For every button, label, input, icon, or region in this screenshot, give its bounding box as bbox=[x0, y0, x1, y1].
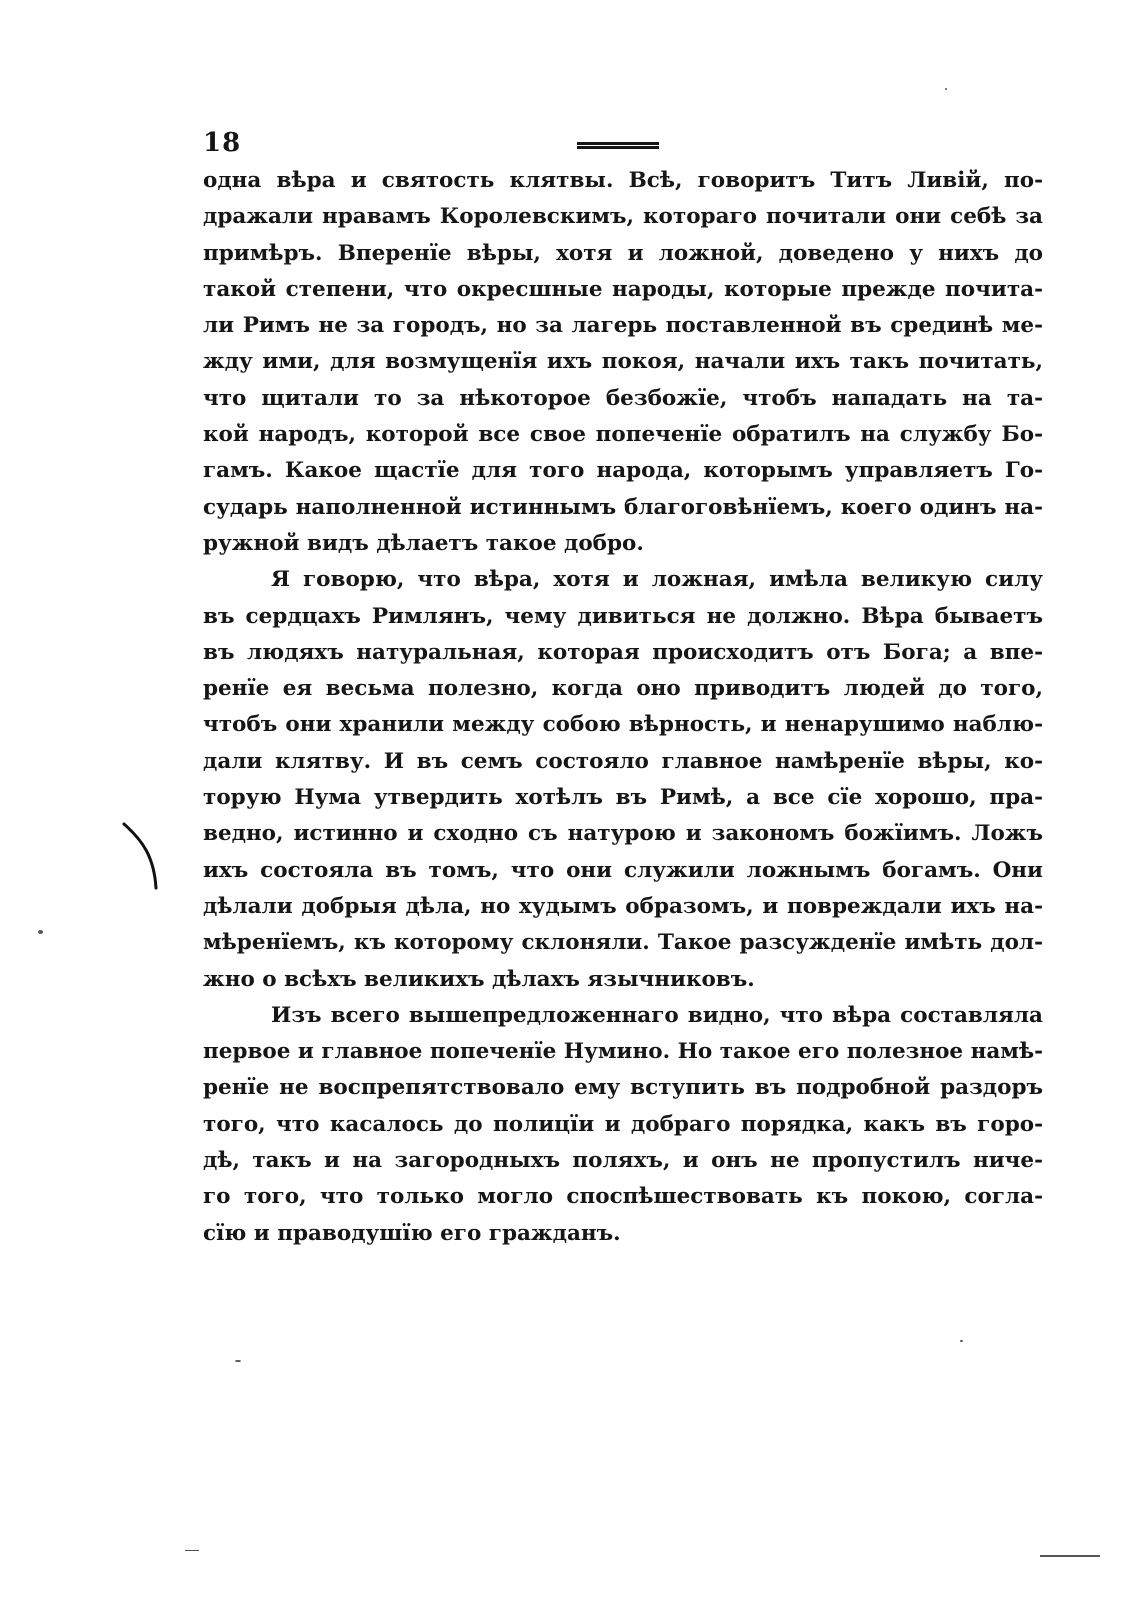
text-line: гамъ. Какое щастїе для того народа, которымъ управляетъ Го- bbox=[203, 458, 1043, 484]
text-line: въ людяхъ натуральная, которая происходитъ отъ Бога; а впе- bbox=[203, 639, 1043, 665]
text-line: жду ими, для возмущенїя ихъ покоя, начали ихъ такъ почитать, bbox=[203, 349, 1043, 375]
text-line: одна вѣра и святость клятвы. Всѣ, говоритъ Титъ Ливій, по- bbox=[203, 168, 1043, 193]
text-line: такой степени, что окресшные народы, которые прежде почита- bbox=[203, 276, 1043, 302]
text-line: Изъ всего вышепредложеннаго видно, что вѣра составляла bbox=[271, 1002, 1043, 1028]
paragraph bbox=[203, 163, 1043, 562]
text-line: ихъ состояла въ томъ, что они служили ложнымъ богамъ. Они bbox=[203, 857, 1043, 883]
text-line: въ сердцахъ Римлянъ, чему дивиться не должно. Вѣра бываетъ bbox=[203, 603, 1043, 629]
text-line: что щитали то за нѣкоторое безбожїе, чтобъ нападать на та- bbox=[203, 385, 1043, 411]
text-line: ренїе ея весьма полезно, когда оно приводитъ людей до того, bbox=[203, 676, 1043, 702]
scan-speck bbox=[960, 1340, 963, 1342]
paragraph bbox=[203, 998, 1043, 1252]
text-line: кой народъ, которой все свое попеченїе обратилъ на службу Бо- bbox=[203, 422, 1043, 448]
text-line: первое и главное попеченїе Нумино. Но такое его полезное намѣ- bbox=[203, 1039, 1043, 1065]
scan-speck bbox=[1040, 1555, 1100, 1557]
paragraph bbox=[203, 562, 1043, 998]
text-line: жно о всѣхъ великихъ дѣлахъ язычниковъ. bbox=[203, 966, 755, 992]
text-line: сїю и праводушїю его гражданъ. bbox=[203, 1220, 621, 1246]
text-line: сударь наполненной истиннымъ благоговѣнїемъ, коего одинъ на- bbox=[203, 494, 1043, 520]
body-text bbox=[203, 163, 1043, 1252]
text-line: дражали нравамъ Королевскимъ, котораго почитали они себѣ за bbox=[203, 204, 1043, 230]
text-line: ружной видъ дѣлаетъ такое добро. bbox=[203, 530, 644, 556]
text-line: ренїе не воспрепятствовало ему вступить въ подробной раздоръ bbox=[203, 1075, 1043, 1101]
header-rule bbox=[577, 142, 659, 149]
scan-speck bbox=[945, 88, 947, 90]
text-line: дѣлали добрыя дѣла, но худымъ образомъ, и повреждали ихъ на- bbox=[203, 893, 1043, 919]
text-line: го того, что только могло споспѣшествовать къ покою, согла- bbox=[203, 1184, 1043, 1210]
text-line: мѣренїемъ, къ которому склоняли. Такое разсужденїе имѣть дол- bbox=[203, 930, 1043, 956]
text-line: Я говорю, что вѣра, хотя и ложная, имѣла великую силу bbox=[271, 567, 1043, 593]
margin-pen-mark bbox=[120, 822, 160, 892]
text-line: ведно, истинно и сходно съ натурою и закономъ божїимъ. Ложъ bbox=[203, 821, 1043, 847]
text-line: того, что касалось до полицїи и добраго порядка, какъ въ горо- bbox=[203, 1111, 1043, 1137]
text-line: чтобъ они хранили между собою вѣрность, и ненарушимо наблю- bbox=[203, 712, 1043, 738]
page-number: 18 bbox=[203, 128, 242, 158]
text-line: примѣръ. Вперенїе вѣры, хотя и ложной, доведено у нихъ до bbox=[203, 240, 1043, 266]
scan-speck bbox=[185, 1550, 199, 1551]
text-line: дѣ, такъ и на загородныхъ поляхъ, и онъ не пропустилъ ниче- bbox=[203, 1148, 1043, 1174]
scan-speck bbox=[235, 1360, 241, 1362]
scan-speck bbox=[38, 930, 43, 934]
text-line: торую Нума утвердить хотѣлъ въ Римѣ, а все сїе хорошо, пра- bbox=[203, 785, 1043, 811]
text-line: ли Римъ не за городъ, но за лагерь поставленной въ срединѣ ме- bbox=[203, 313, 1043, 339]
text-line: дали клятву. И въ семъ состояло главное намѣренїе вѣры, ко- bbox=[203, 748, 1043, 774]
